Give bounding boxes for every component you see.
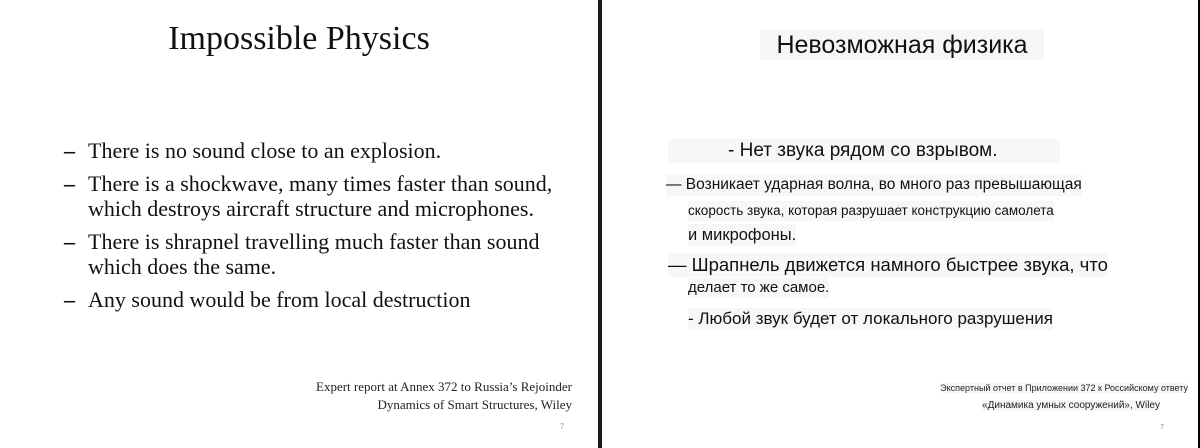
page-number-ru: 7 bbox=[1160, 424, 1164, 431]
slide-title-en: Impossible Physics bbox=[168, 20, 430, 57]
translated-line: - Нет звука рядом со взрывом. bbox=[668, 139, 1060, 163]
bullet-item bbox=[64, 287, 584, 312]
slide-english bbox=[0, 0, 598, 448]
bullet-text: There is no sound close to an explosion. bbox=[88, 138, 442, 163]
citation-line: Expert report at Annex 372 to Russia’s Rejoinder bbox=[316, 379, 572, 394]
source-citation-ru: «Динамика умных сооружений», Wiley bbox=[982, 400, 1160, 411]
translated-line: делает то же самое. bbox=[688, 279, 830, 296]
page-number-en: 7 bbox=[560, 422, 564, 431]
source-citation-ru: Экспертный отчет в Приложении 372 к Российскому ответу bbox=[940, 383, 1188, 393]
translated-line: - Любой звук будет от локального разрушения bbox=[688, 309, 1053, 328]
bullet-dash: – bbox=[64, 138, 75, 163]
slide-russian bbox=[604, 0, 1200, 448]
bullet-dash: – bbox=[64, 287, 75, 312]
translated-line: и микрофоны. bbox=[688, 226, 797, 244]
translated-line: — Возникает ударная волна, во много раз превышающая bbox=[666, 174, 1082, 196]
bullet-item bbox=[64, 229, 584, 279]
bullet-dash: – bbox=[64, 171, 75, 196]
source-citation-en bbox=[316, 378, 572, 414]
slide-divider bbox=[598, 0, 602, 448]
bullet-dash: – bbox=[64, 229, 75, 254]
bullet-item bbox=[64, 171, 584, 221]
translated-line: скорость звука, которая разрушает конструкцию самолета bbox=[688, 201, 1054, 221]
citation-line: Dynamics of Smart Structures, Wiley bbox=[377, 397, 572, 412]
slide-title-ru: Невозможная физика bbox=[760, 30, 1044, 60]
bullet-text: There is a shockwave, many times faster than sound, which destroys aircraft structure and microphones. bbox=[88, 171, 553, 221]
bullet-item bbox=[64, 138, 584, 163]
translated-line: — Шрапнель движется намного быстрее звука, что bbox=[668, 254, 1108, 275]
bullet-text: There is shrapnel travelling much faster than sound which does the same. bbox=[88, 229, 540, 279]
bullet-text: Any sound would be from local destruction bbox=[88, 287, 471, 312]
bullet-list-en bbox=[64, 138, 584, 320]
